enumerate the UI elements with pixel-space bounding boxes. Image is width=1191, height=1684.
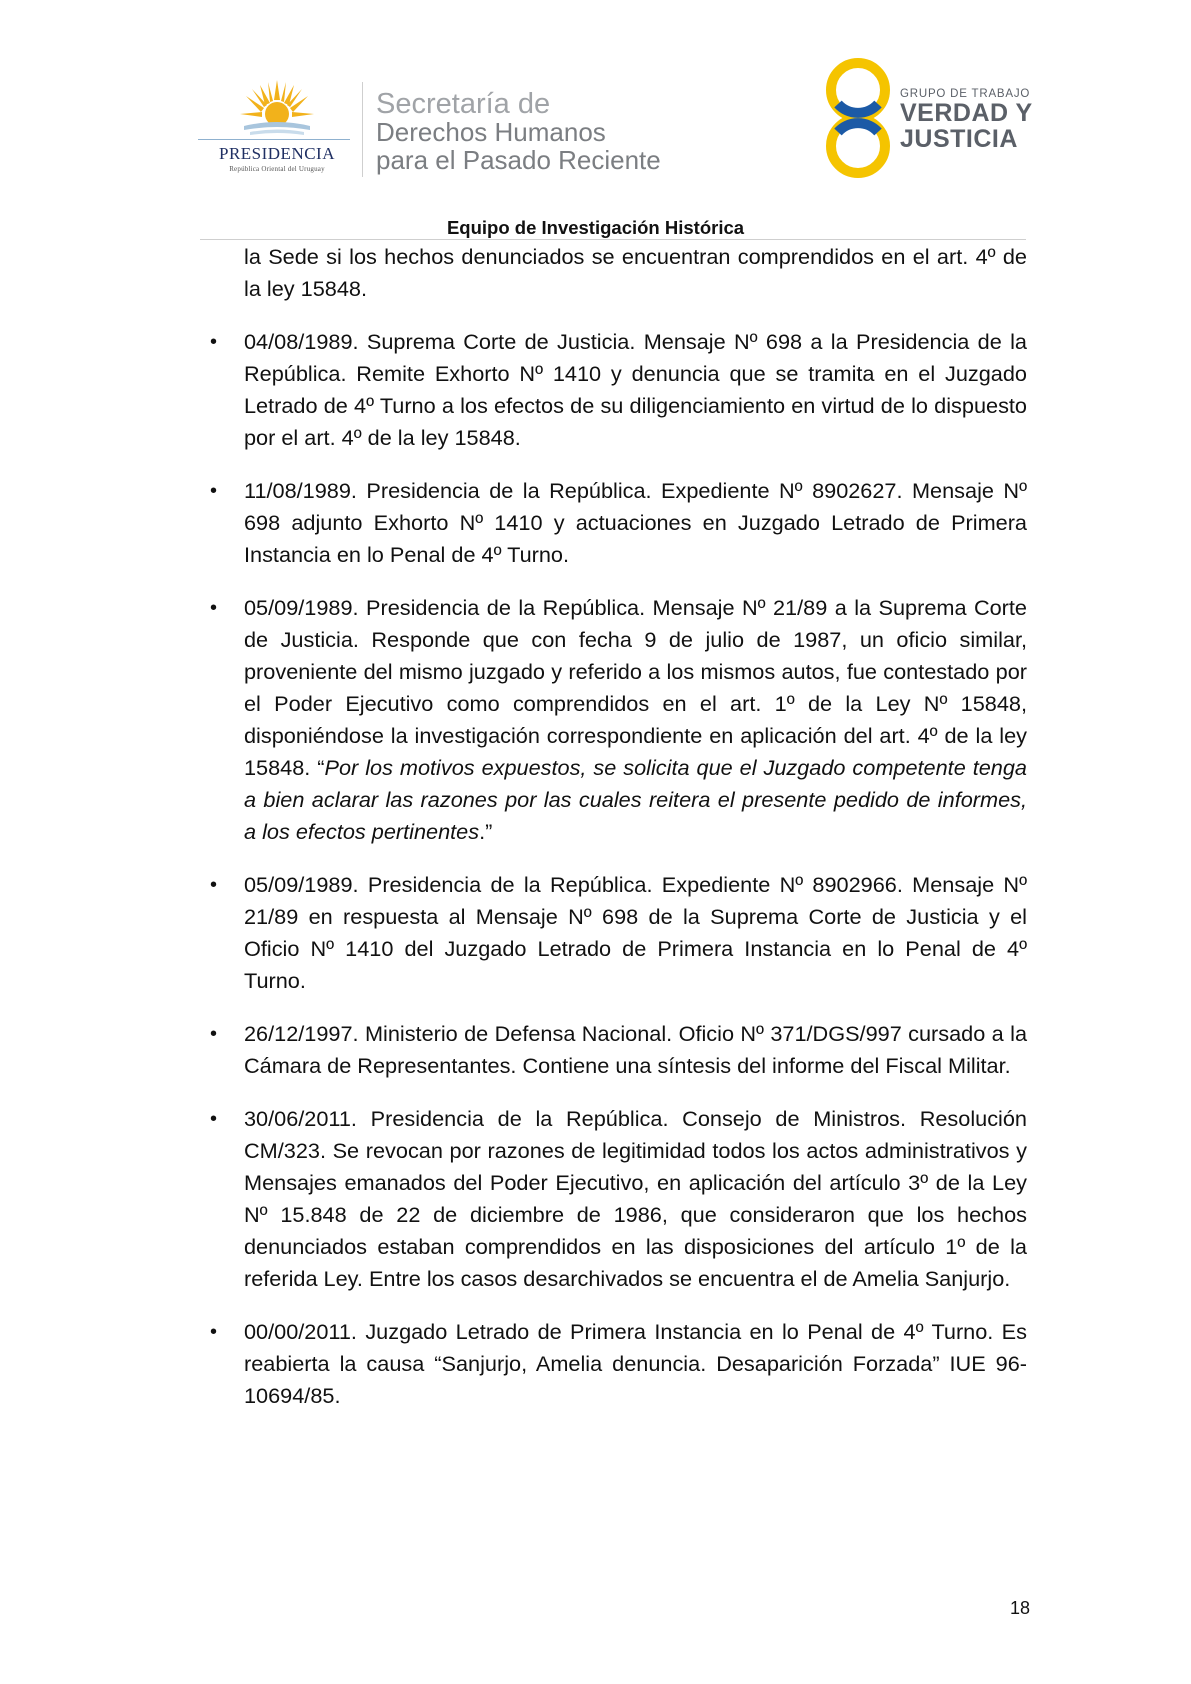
list-item: [210, 1018, 1027, 1082]
bullet-icon: •: [210, 331, 218, 353]
list-item-text-end: .”: [479, 819, 493, 844]
list-item: [210, 475, 1027, 571]
list-item: [210, 592, 1027, 848]
grupo-line-2: VERDAD Y: [900, 99, 1033, 127]
list-item: [210, 1103, 1027, 1295]
chronology-list: [210, 326, 1027, 1412]
list-item: [210, 1316, 1027, 1412]
presidencia-divider: [198, 139, 350, 140]
list-item-text: 04/08/1989. Suprema Corte de Justicia. Mensaje Nº 698 a la Presidencia de la República. Remite Exhorto Nº 1410 y denuncia que se tramita en el Juzgado Letrado de 4º Turno a los efectos de su diligenciamiento en virtud de lo dispuesto por el art. 4º de la ley 15848.: [244, 329, 1027, 450]
list-item-text: 05/09/1989. Presidencia de la República. Expediente Nº 8902966. Mensaje Nº 21/89 en respuesta al Mensaje Nº 698 de la Suprema Corte de Justicia y el Oficio Nº 1410 del Juzgado Letrado de Primera Instancia en lo Penal de 4º Turno.: [244, 872, 1027, 993]
verdad-justicia-text: [900, 88, 1033, 152]
rings-emblem-icon: [822, 56, 894, 180]
list-item-text: 30/06/2011. Presidencia de la República. Consejo de Ministros. Resolución CM/323. Se revocan por razones de legitimidad todos los actos administrativos y Mensajes emanados del Poder Ejecutivo, en aplicación del artículo 3º de la Ley Nº 15.848 de 22 de diciembre de 1986, que consideraron que los hechos denunciados estaban comprendidos en las disposiciones del artículo 1º de la referida Ley. Entre los casos desarchivados se encuentra el de Amelia Sanjurjo.: [244, 1106, 1027, 1291]
page-header: [0, 0, 1191, 240]
intro-paragraph: la Sede si los hechos denunciados se encuentran comprendidos en el art. 4º de la ley 15848.: [244, 244, 1027, 301]
list-item: [210, 869, 1027, 997]
sun-emblem-icon: [240, 80, 314, 140]
list-item: [210, 326, 1027, 454]
presidencia-subtitle: República Oriental del Uruguay: [229, 165, 325, 173]
secretaria-logo-text: [376, 90, 661, 174]
verdad-justicia-logo: [822, 56, 1042, 184]
document-body: [210, 241, 1027, 1412]
secretaria-line-1: Secretaría de: [376, 88, 551, 120]
presidencia-logo: [198, 80, 356, 180]
list-item-text: 26/12/1997. Ministerio de Defensa Nacional. Oficio Nº 371/DGS/997 cursado a la Cámara de Representantes. Contiene una síntesis del informe del Fiscal Militar.: [244, 1021, 1027, 1078]
secretaria-line-3: para el Pasado Reciente: [376, 145, 661, 175]
list-item-quote: Por los motivos expuestos, se solicita que el Juzgado competente tenga a bien aclarar las razones por las cuales reitera el presente pedido de informes, a los efectos pertinentes: [244, 755, 1027, 844]
presidencia-name: PRESIDENCIA: [218, 144, 335, 163]
page-number: 18: [1009, 1598, 1030, 1618]
grupo-line-1: GRUPO DE TRABAJO: [900, 88, 1031, 100]
bullet-icon: •: [210, 597, 218, 619]
list-item-text: 11/08/1989. Presidencia de la República. Expediente Nº 8902627. Mensaje Nº 698 adjunto Exhorto Nº 1410 y actuaciones en Juzgado Letrado de Primera Instancia en lo Penal de 4º Turno.: [244, 478, 1027, 567]
team-title: Equipo de Investigación Histórica: [446, 217, 745, 238]
header-rule: [200, 239, 1026, 240]
bullet-icon: •: [210, 1321, 218, 1343]
grupo-line-3: JUSTICIA: [900, 125, 1018, 153]
bullet-icon: •: [210, 1108, 218, 1130]
bullet-icon: •: [210, 1023, 218, 1045]
list-item-text: 05/09/1989. Presidencia de la República. Mensaje Nº 21/89 a la Suprema Corte de Justicia. Responde que con fecha 9 de julio de 1987, un oficio similar, proveniente del mismo juzgado y referido a los mismos autos, fue contestado por el Poder Ejecutivo como comprendidos en el art. 1º de la Ley Nº 15848, disponiéndose la investigación correspondiente en aplicación del art. 4º de la ley 15848. “: [244, 595, 1027, 780]
bullet-icon: •: [210, 874, 218, 896]
secretaria-line-2: Derechos Humanos: [376, 117, 606, 147]
list-item-text: 00/00/2011. Juzgado Letrado de Primera Instancia en lo Penal de 4º Turno. Es reabierta la causa “Sanjurjo, Amelia denuncia. Desaparición Forzada” IUE 96-10694/85.: [244, 1319, 1027, 1408]
logo-divider: [362, 82, 363, 177]
bullet-icon: •: [210, 480, 218, 502]
